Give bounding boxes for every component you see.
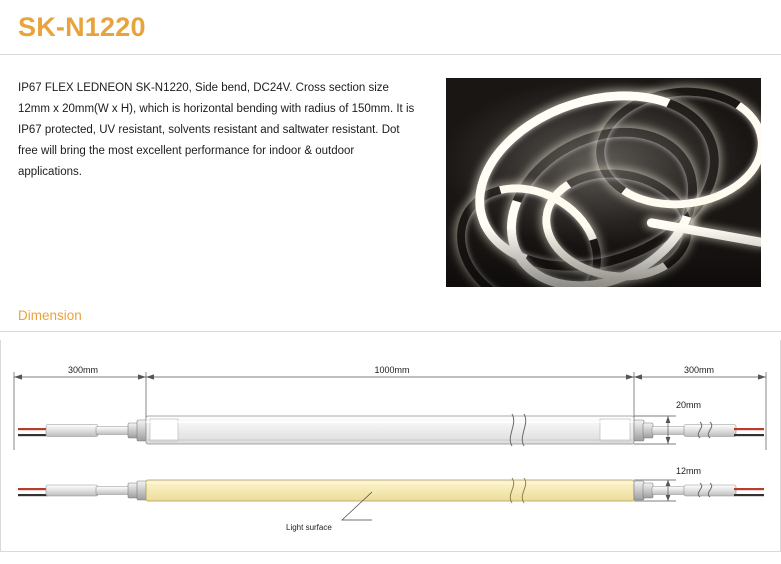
- product-photo-inner: [446, 78, 761, 287]
- dim-label-body-length: 1000mm: [374, 365, 410, 375]
- light-surface-label: Light surface: [286, 523, 332, 532]
- bottom-view-right-lead: [634, 481, 764, 500]
- section-title-dimension: Dimension: [18, 308, 82, 323]
- top-view-left-lead: [18, 420, 147, 441]
- dimension-drawing: [0, 340, 781, 550]
- dim-label-lead-left: 300mm: [67, 365, 99, 375]
- dim-label-height: 20mm: [676, 400, 702, 410]
- photo-floor-shadow: [446, 227, 761, 287]
- page-bottom-divider: [0, 551, 781, 552]
- dim-label-width: 12mm: [676, 466, 702, 476]
- product-photo: [446, 78, 761, 287]
- dim-label-lead-right: 300mm: [683, 365, 715, 375]
- section-divider: [0, 331, 781, 332]
- page-title: SK-N1220: [18, 12, 146, 42]
- title-divider: [0, 54, 781, 55]
- bottom-view-left-lead: [18, 481, 147, 500]
- top-view-right-lead: [634, 420, 764, 441]
- product-description: IP67 FLEX LEDNEON SK-N1220, Side bend, DC24V. Cross section size 12mm x 20mm(W x H), which is horizontal bending with radius of 150mm. It is IP67 protected, UV resistant, solvents resistant and saltwater resistant. Dot free will bring the most excellent performance for indoor & outdoor applications.: [18, 82, 415, 178]
